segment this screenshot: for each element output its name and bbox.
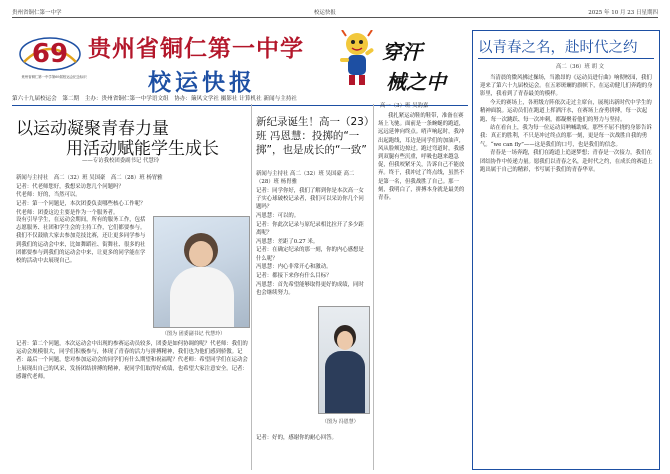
article2-para: 记者：在确定纪录的那一刻，你的内心感想是什么呢？ <box>256 247 364 262</box>
article1-title-line2: 用活动赋能学生成长 <box>66 139 219 159</box>
column-divider <box>251 104 252 470</box>
article2-byline: 新闻与主持社 高二（32）班 吴国豪 高二（28）班 杨胃雅 <box>256 171 355 186</box>
article2-title: 新纪录诞生！高一（23）班 冯恩慧：投掷的“一掷”，也是成长的“一致” <box>256 116 370 156</box>
logo-number: 69 <box>31 39 69 69</box>
article2-foot: 记者：好的，感谢你的耐心回答。 <box>256 435 337 441</box>
article2-para: 冯恩慧：内心非常开心和激动。 <box>256 264 332 271</box>
header-school: 贵州省铜仁第一中学 <box>12 9 62 16</box>
article1-para: 代老师：好的，当然可以。 <box>16 192 81 199</box>
school-name: 贵州省铜仁第一中学 <box>88 36 304 62</box>
athlete-photo <box>318 306 370 414</box>
article1-para: 代老师：团委这边主要是作为一个服务者。 <box>16 209 119 216</box>
article1-foot: 记者：第二个问题，本次运动会中出现的参赛运动员较多，团委是如何协调的呢？代老师：我们的运动会规模很大，同学们积极参与，体现了青春的活力与拼搏精神，我们也为他们感到骄傲。记者：最后一个问题，您对参加运动会的同学们有什么期望和祝福呢？代老师：希望同学们在运动会上展现出自己的风采，发扬团结拼搏的精神，祝同学们取得好成绩，也希望大家注意安全。记者：感谢代老师。 <box>16 341 248 380</box>
motto-line-1: 穿汗 <box>382 40 422 64</box>
article1-subtitle: ——专访我校团委副书记 代慧玲 <box>82 158 160 164</box>
motto-line-2: 械之中 <box>386 70 446 94</box>
sidebar-title-rule <box>478 58 654 59</box>
article1-para: 记者：第一个问题是，本次团委负责哪些核心工作呢？ <box>16 201 146 208</box>
column-divider <box>373 104 374 470</box>
logo-caption: 贵州省铜仁第一中学第69届校运会纪念标识 <box>21 75 87 79</box>
sidebar-title: 以青春之名，赴时代之约 <box>478 40 638 56</box>
school-anniversary-logo <box>18 32 82 72</box>
sidebar-para: 青春是一场奔跑，我们在跑道上追逐梦想；青春是一次接力，我们在团结协作中传递力量。愿我们以青春之名，赴时代之约，在成长的赛道上跑出属于自己的精彩，书写属于我们的青春华章。 <box>480 150 653 173</box>
article1-para: 记者：代老师您好，我想采访您几个问题吗？ <box>16 183 124 190</box>
paper-name: 校运快报 <box>148 70 256 96</box>
article2-para: 冯恩慧：可以的。 <box>256 213 300 220</box>
article2-para: 记者：都接下来你有什么目标？ <box>256 272 332 279</box>
article2-para: 冯恩慧：差距了0.27 米。 <box>256 238 319 245</box>
article1-title-line1: 以运动凝聚青春力量 <box>16 119 169 139</box>
article1-intro: 新闻与主持社 高二（32）班 吴国豪 高二（28）班 杨胃雅 <box>16 175 163 181</box>
sidebar-byline: 高二（36）班 胡 文 <box>556 64 605 70</box>
article3-byline: 高一（3）班 吴韵嘉 <box>380 103 429 109</box>
photo2-caption: （图为 冯恩慧） <box>322 419 359 425</box>
header-paper: 校运快报 <box>313 9 336 16</box>
article1-body <box>16 174 244 218</box>
sidebar-para: 站在看台上，我为每一位运动员呐喊助威。那些不屈不挠的身影告诉我：真正的胜利，不只是冲过终点的那一刻，更是每一次战胜自我的勇气。“we can fly”——这是我们的口号，也是我们的信念。 <box>480 125 652 148</box>
interviewee-photo <box>153 216 250 328</box>
article2-body <box>256 170 368 298</box>
photo1-caption: （图为 团委副书记 代慧玲） <box>162 331 226 337</box>
issue-info: 第六十九届校运会 第二期 主办：贵州省铜仁第一中学语文组 协办：簸风文学社 摄影社 计算机社 新闻与主持社 <box>12 94 468 106</box>
article3-body: 我扎紧运动鞋的鞋带，准备在赛场上飞驰。面前是一条蜿蜒的跑道，远远延伸向终点。哨声响起时，我冲出起跑线，耳边是同学们的加油声，风从脸颊边掠过。跑过弯道时，我感到双腿有些沉重，呼吸也越来越急促，但我咬紧牙关，告诉自己不能放弃。终于，我冲过了终点线，虽然不是第一名，但我战胜了自己。那一刻，我明白了，拼搏本身就是最美的青春。 <box>378 113 465 202</box>
article2-para: 记者：你此次记录与原纪录相比拉开了多少距离呢？ <box>256 221 364 236</box>
header-date: 2025 年 10 月 23 日星期四 <box>588 9 658 16</box>
article1-wrap-text: 设有引导学生，在运动会期间，所有的服务工作，包括志愿服务、社团和学生会的主持工作，它们都要参与。我们不仅鼓励大家去参加竞技比赛，还让更多同学参与到我们的运动会中来，比如舞蹈社、街舞社、很多的社团都要参与到我们的运动会中来，让更多的同学能在学校的活动中去展现自己。 <box>16 217 146 265</box>
sidebar-body <box>480 74 655 174</box>
article2-para: 冯恩慧：首先希望能够取得更好的成绩，同时也会继续努力。 <box>256 281 364 296</box>
sidebar-para: 当清晨的微风拂过操场，当激昂的《运动员进行曲》响彻校园，我们迎来了第六十九届校运会。在五彩斑斓的旗帜下，在运动健儿们奔跑的身影里，我看到了青春最美的模样。 <box>480 75 653 98</box>
page-header <box>12 6 658 18</box>
mascot-illustration <box>338 30 376 86</box>
article2-para: 记者：同学你好，我们了解到你是本次高一女子实心球破校记录者，我们可以采访你几个问题吗？ <box>256 187 364 211</box>
sidebar-para: 今天的赛场上，各班级方阵依次走过主席台，展现出新时代中学生的精神面貌。运动员们在跑道上挥洒汗水，在赛场上奋勇拼搏，每一次起跑、每一次跳跃、每一次冲刺，都凝聚着他们的努力与坚持。 <box>480 100 652 123</box>
